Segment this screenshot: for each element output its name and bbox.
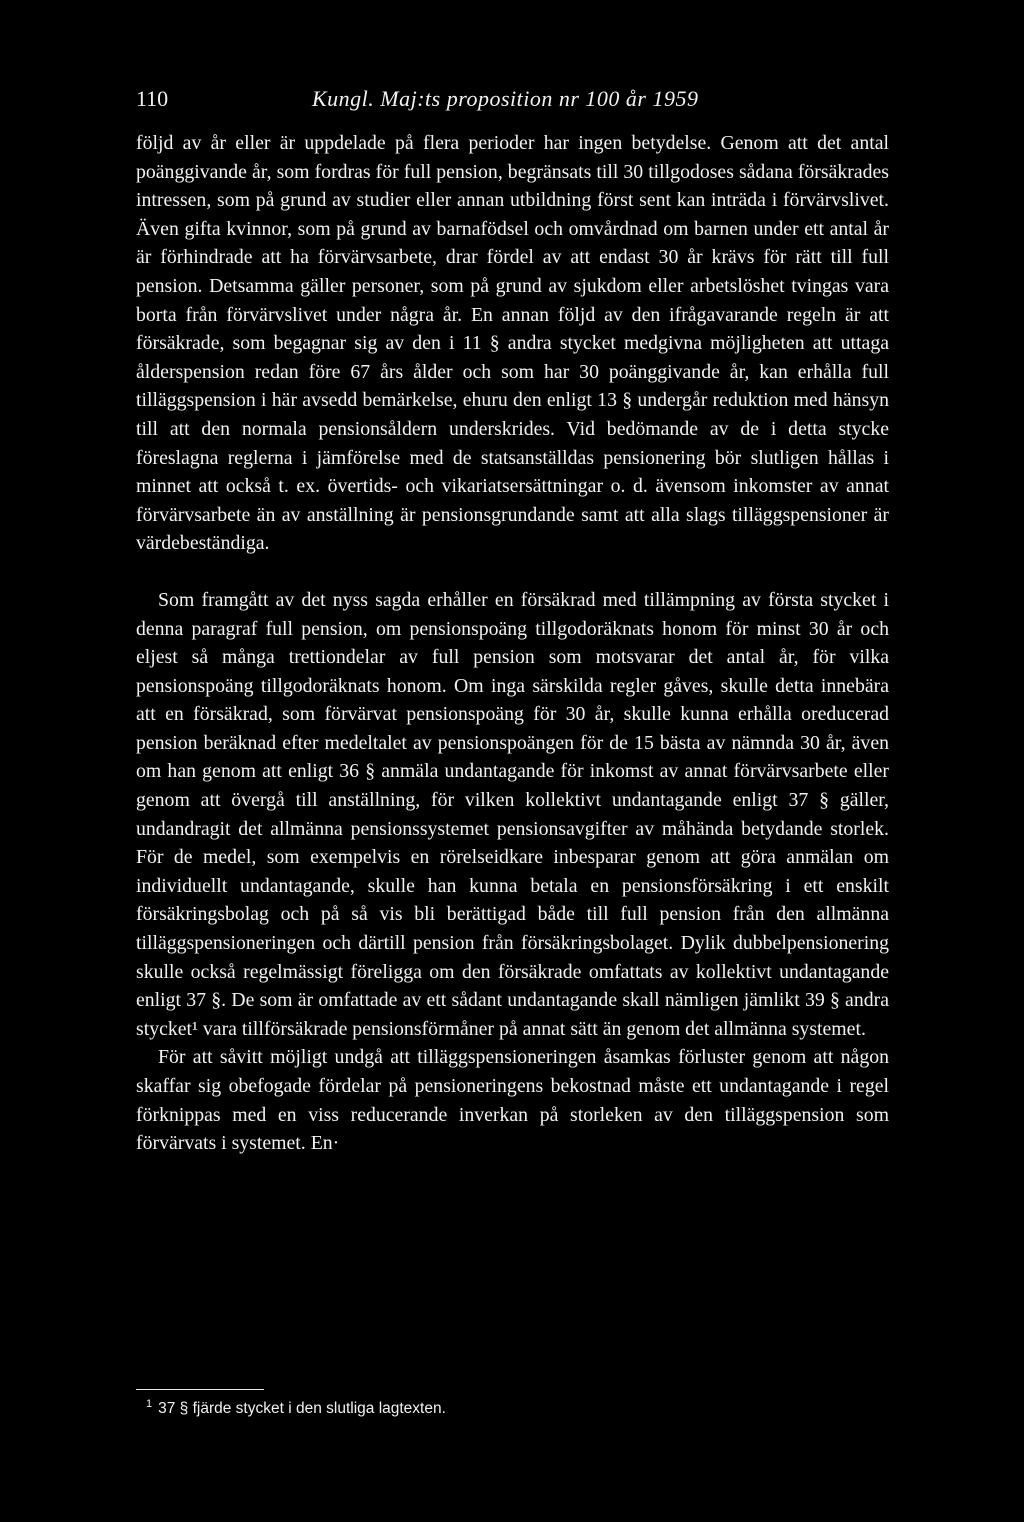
footnote-text: 37 § fjärde stycket i den slutliga lagtexten.	[158, 1400, 446, 1418]
footnote-rule	[136, 1389, 264, 1390]
paragraph-2: Som framgått av det nyss sagda erhåller en försäkrad med tillämpning av första stycket i denna paragraf full pension, om pensionspoäng tillgodoräknats honom för minst 30 år och eljest så många trettiondelar av full pension som motsvarar det antal år, för vilka pensionspoäng tillgodoräknats honom. Om inga särskilda regler gåves, skulle detta innebära att en försäkrad, som förvärvat pensionspoäng för 30 år, skulle kunna erhålla oreducerad pension beräknad efter medeltalet av pensionspoängen för de 15 bästa av nämnda 30 år, även om han genom att enligt 36 § anmäla undantagande för inkomst av annat förvärvsarbete eller genom att övergå till anställning, för vilken kollektivt undantagande enligt 37 § gäller, undandragit det allmänna pensionssystemet pensionsavgifter av måhända betydande storlek. För de medel, som exempelvis en rörelseidkare inbesparar genom att göra anmälan om individuellt undantagande, skulle han kunna betala en pensionsförsäkring i ett enskilt försäkringsbolag och på så vis bli berättigad både till full pension från den allmänna tilläggspensioneringen och därtill pension från försäkringsbolaget. Dylik dubbelpensionering skulle också regelmässigt föreligga om den försäkrade omfattats av kollektivt undantagande enligt 37 §. De som är omfattade av ett sådant undantagande skall nämligen jämlikt 39 § andra stycket¹ vara tillförsäkrade pensionsförmåner på annat sätt än genom det allmänna systemet.	[136, 588, 889, 1040]
running-title: Kungl. Maj:ts proposition nr 100 år 1959	[312, 86, 699, 111]
footnote	[146, 1393, 846, 1420]
page-header	[136, 84, 896, 114]
paragraph-1: följd av år eller är uppdelade på flera perioder har ingen betydelse. Genom att det antal poänggivande år, som fordras för full pension, begränsats till 30 tillgodoses sådana försäkrades intressen, som på grund av studier eller annan utbildning först sent kan inträda i förvärvslivet. Även gifta kvinnor, som på grund av barnafödsel och omvårdnad om barnen under ett antal år är förhindrade att ha förvärvsarbete, drar fördel av att endast 30 år krävs för rätt till full pension. Detsamma gäller personer, som på grund av sjukdom eller arbetslöshet tvingas vara borta från förvärvslivet under några år. En annan följd av den ifrågavarande regeln är att försäkrade, som begagnar sig av den i 11 § andra stycket medgivna möjligheten att uttaga ålderspension redan före 67 års ålder och som har 30 poänggivande år, kan erhålla full tilläggspension i här avsedd bemärkelse, ehuru den enligt 13 § undergår reduktion med hänsyn till att den normala pensionsåldern underskrides. Vid bedömande av de i detta stycke föreslagna reglerna i jämförelse med de statsanställdas pensionering bör slutligen hållas i minnet att också t. ex. övertids- och vikariatsersättningar o. d. ävensom inkomster av annat förvärvsarbete än av anställning är pensionsgrundande samt att alla slags tilläggspensioner är värdebeständiga.	[136, 132, 889, 555]
page-number: 110	[136, 86, 169, 111]
paragraph-3: För att såvitt möjligt undgå att tilläggspensioneringen åsamkas förluster genom att någon skaffar sig obefogade fördelar på pensioneringens bekostnad måste ett undantagande i regel förknippas med en viss reducerande inverkan på storleken av den tilläggspension som förvärvats i systemet. En·	[136, 1046, 889, 1155]
footnote-mark: 1	[146, 1398, 153, 1410]
body-text	[136, 129, 889, 1158]
